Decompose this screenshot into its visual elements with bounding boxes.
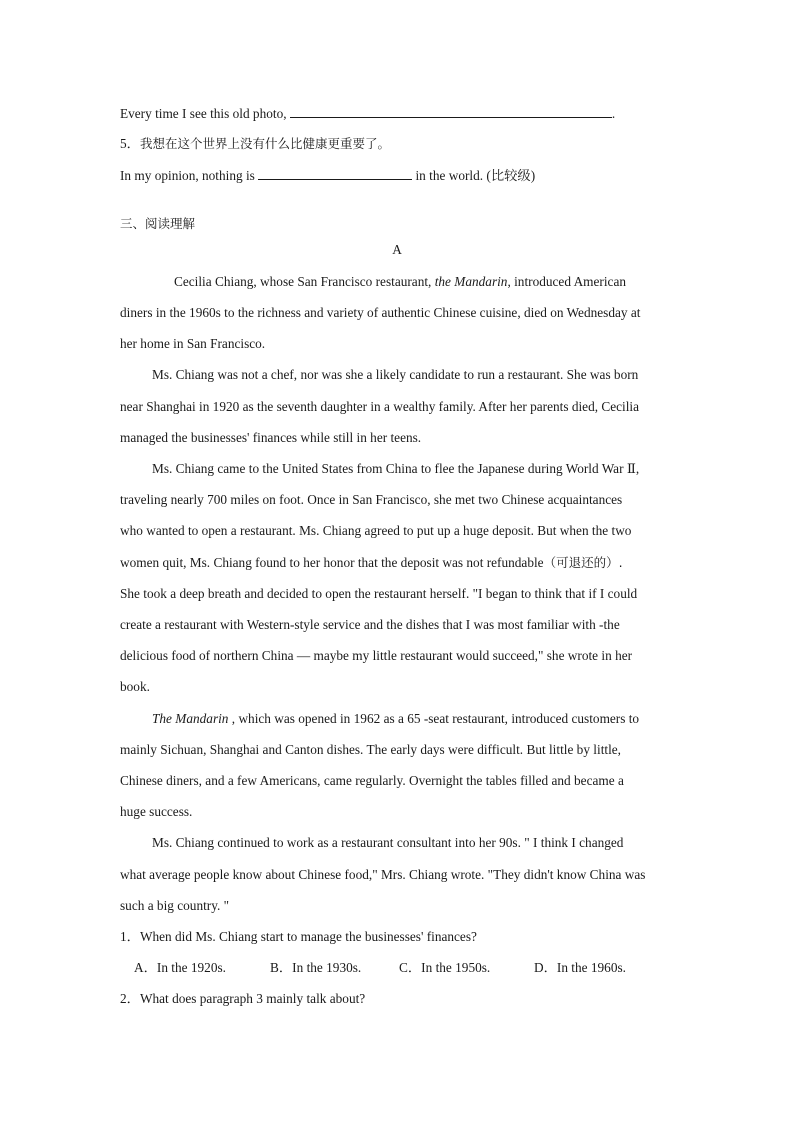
question-number: 5．	[120, 136, 140, 151]
question-2	[120, 990, 680, 1008]
restaurant-name: The Mandarin	[152, 711, 229, 726]
option-c[interactable]: C．In the 1950s.	[399, 960, 491, 975]
question-5-english	[120, 166, 680, 185]
paragraph-5-line-1: Ms. Chiang continued to work as a restaurant consultant into her 90s. " I think I changed	[152, 835, 624, 850]
paragraph-3-line-1: Ms. Chiang came to the United States from China to flee the Japanese during World War Ⅱ,	[152, 461, 640, 476]
question-text: What does paragraph 3 mainly talk about?	[139, 991, 366, 1006]
paragraph-3-line-5: She took a deep breath and decided to open the restaurant herself. "I began to think that if I could	[120, 586, 638, 601]
answer-blank[interactable]	[290, 104, 612, 118]
question-number: 1．	[120, 929, 140, 944]
sentence-suffix: .	[611, 106, 616, 121]
paragraph-2-line-3: managed the businesses' finances while still in her teens.	[120, 430, 422, 445]
gloss: （可退还的）.	[543, 555, 623, 570]
option-a[interactable]: A．In the 1920s.	[134, 960, 226, 975]
question-number: 2．	[120, 991, 140, 1006]
paragraph-4-line-2: mainly Sichuan, Shanghai and Canton dishes. The early days were difficult. But little by little,	[120, 742, 622, 757]
paragraph-2-line-1: Ms. Chiang was not a chef, nor was she a likely candidate to run a restaurant. She was born	[152, 367, 639, 382]
paragraph-5-line-3: such a big country. "	[120, 898, 230, 913]
paragraph-3-line-3: who wanted to open a restaurant. Ms. Chiang agreed to put up a huge deposit. But when the two	[120, 523, 632, 538]
chinese-sentence: 我想在这个世界上没有什么比健康更重要了。	[139, 136, 390, 151]
paragraph-4-line-3: Chinese diners, and a few Americans, came regularly. Overnight the tables filled and became a	[120, 773, 624, 788]
answer-blank[interactable]	[258, 166, 412, 180]
paragraph-3-line-8: book.	[120, 679, 150, 694]
paragraph-1-line-3: her home in San Francisco.	[120, 336, 266, 351]
question-5-chinese	[120, 135, 680, 153]
sentence-prefix: In my opinion, nothing is	[120, 168, 255, 183]
option-b[interactable]: B．In the 1930s.	[270, 960, 362, 975]
question-1	[120, 928, 680, 946]
paragraph-5-line-2: what average people know about Chinese food," Mrs. Chiang wrote. "They didn't know China was	[120, 867, 646, 882]
paragraph-1-line-1: Cecilia Chiang, whose San Francisco restaurant, the Mandarin, introduced American	[174, 274, 626, 289]
paragraph-4-line-1: The Mandarin , which was opened in 1962 as a 65 -seat restaurant, introduced customers to	[152, 711, 640, 726]
section-heading: 三、阅读理解	[120, 216, 196, 231]
paragraph-4-line-4: huge success.	[120, 804, 193, 819]
translation-line-4	[120, 104, 680, 123]
paragraph-1-line-2: diners in the 1960s to the richness and variety of authentic Chinese cuisine, died on Wednesday at	[120, 305, 641, 320]
sentence-prefix: Every time I see this old photo,	[120, 106, 287, 121]
question-text: When did Ms. Chiang start to manage the businesses' finances?	[139, 929, 477, 944]
paragraph-3-line-6: create a restaurant with Western-style service and the dishes that I was most familiar with -the	[120, 617, 620, 632]
option-d[interactable]: D．In the 1960s.	[534, 960, 626, 975]
passage-label: A	[392, 242, 402, 257]
restaurant-name: the Mandarin	[434, 274, 508, 289]
paragraph-2-line-2: near Shanghai in 1920 as the seventh daughter in a wealthy family. After her parents died, Cecilia	[120, 399, 640, 414]
paragraph-3-line-7: delicious food of northern China — maybe my little restaurant would succeed," she wrote in her	[120, 648, 633, 663]
paragraph-3-line-4: women quit, Ms. Chiang found to her honor that the deposit was not refundable（可退还的）.	[120, 555, 623, 570]
question-1-options	[134, 959, 694, 977]
paragraph-3-line-2: traveling nearly 700 miles on foot. Once in San Francisco, she met two Chinese acquaintances	[120, 492, 623, 507]
sentence-suffix: in the world. (比较级)	[415, 168, 536, 183]
